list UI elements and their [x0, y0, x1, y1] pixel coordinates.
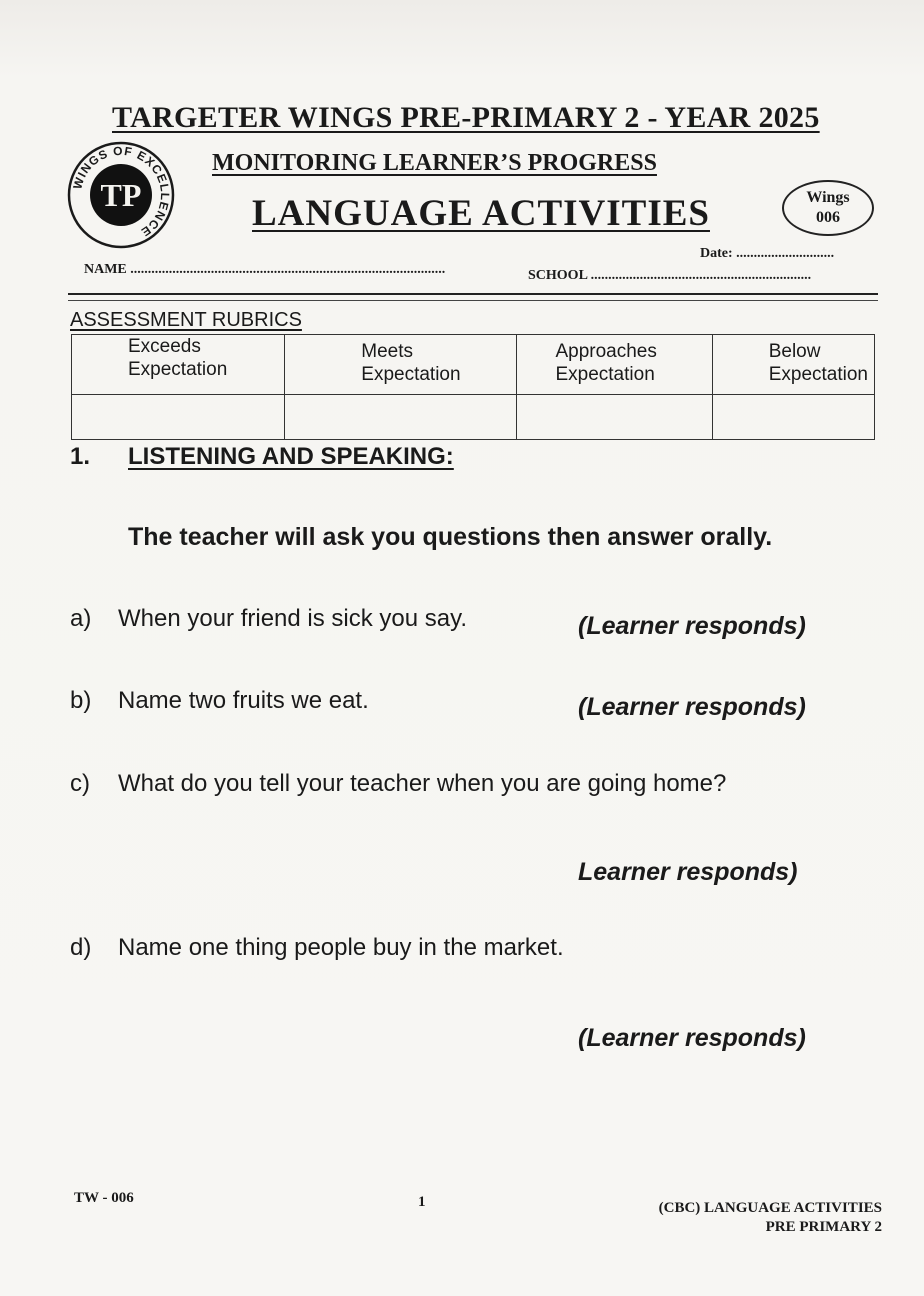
badge-line-2: 006: [816, 209, 840, 226]
assessment-rubric-table: [71, 334, 875, 440]
exam-subtitle: MONITORING LEARNER’S PROGRESS: [212, 150, 657, 176]
question-label: d): [70, 934, 92, 961]
footer-code: TW - 006: [74, 1190, 134, 1206]
question-text: Name one thing people buy in the market.: [118, 934, 564, 961]
question-b: [70, 687, 369, 715]
rubric-col-exceeds: Exceeds Expectation: [72, 335, 285, 395]
header-divider-thin: [68, 300, 878, 301]
rubric-col-meets: Meets Expectation: [285, 335, 517, 395]
rubric-col-below: Below Expectation: [712, 335, 874, 395]
section-number: 1.: [70, 443, 91, 470]
name-field[interactable]: NAME ..........................................................................................: [84, 262, 446, 277]
rubric-col-approaches: Approaches Expectation: [517, 335, 712, 395]
rubric-cell-approaches[interactable]: [517, 395, 712, 440]
question-text: When your friend is sick you say.: [118, 605, 468, 632]
badge-line-1: Wings: [806, 189, 850, 206]
rubric-header-row: [72, 335, 875, 395]
rubric-mark-row: [72, 395, 875, 440]
question-a: [70, 605, 467, 633]
rubrics-title: ASSESSMENT RUBRICS: [70, 309, 302, 331]
rubric-cell-meets[interactable]: [285, 395, 517, 440]
footer-subject-line-1: (CBC) LANGUAGE ACTIVITIES: [658, 1200, 882, 1216]
footer-subject: [659, 1199, 882, 1237]
exam-title: TARGETER WINGS PRE-PRIMARY 2 - YEAR 2025: [112, 101, 820, 134]
wings-badge: [782, 180, 874, 236]
rubric-cell-below[interactable]: [712, 395, 874, 440]
section-title: LISTENING AND SPEAKING:: [128, 443, 454, 470]
section-instruction: The teacher will ask you questions then answer orally.: [128, 523, 773, 551]
school-logo-icon: [66, 140, 176, 250]
question-label: a): [70, 605, 92, 632]
question-d: [70, 934, 564, 962]
question-label: c): [70, 770, 90, 797]
footer-subject-line-2: PRE PRIMARY 2: [765, 1219, 882, 1235]
question-c-response: Learner responds): [578, 858, 798, 886]
date-field[interactable]: Date: ............................: [700, 246, 835, 261]
question-label: b): [70, 687, 92, 714]
question-text: What do you tell your teacher when you are going home?: [118, 770, 727, 797]
question-c: [70, 770, 726, 798]
page-number: 1: [418, 1194, 426, 1210]
logo-monogram: TP: [100, 177, 142, 213]
section-heading: [70, 443, 454, 471]
logo-ring-text: WINGS OF EXCELLENCE: [70, 143, 173, 240]
subject-title: LANGUAGE ACTIVITIES: [252, 193, 710, 234]
header-divider: [68, 293, 878, 295]
school-field[interactable]: SCHOOL ...............................................................: [528, 268, 812, 283]
question-b-response: (Learner responds): [578, 693, 806, 721]
question-d-response: (Learner responds): [578, 1024, 806, 1052]
rubric-cell-exceeds[interactable]: [72, 395, 285, 440]
question-a-response: (Learner responds): [578, 612, 806, 640]
question-text: Name two fruits we eat.: [118, 687, 369, 714]
